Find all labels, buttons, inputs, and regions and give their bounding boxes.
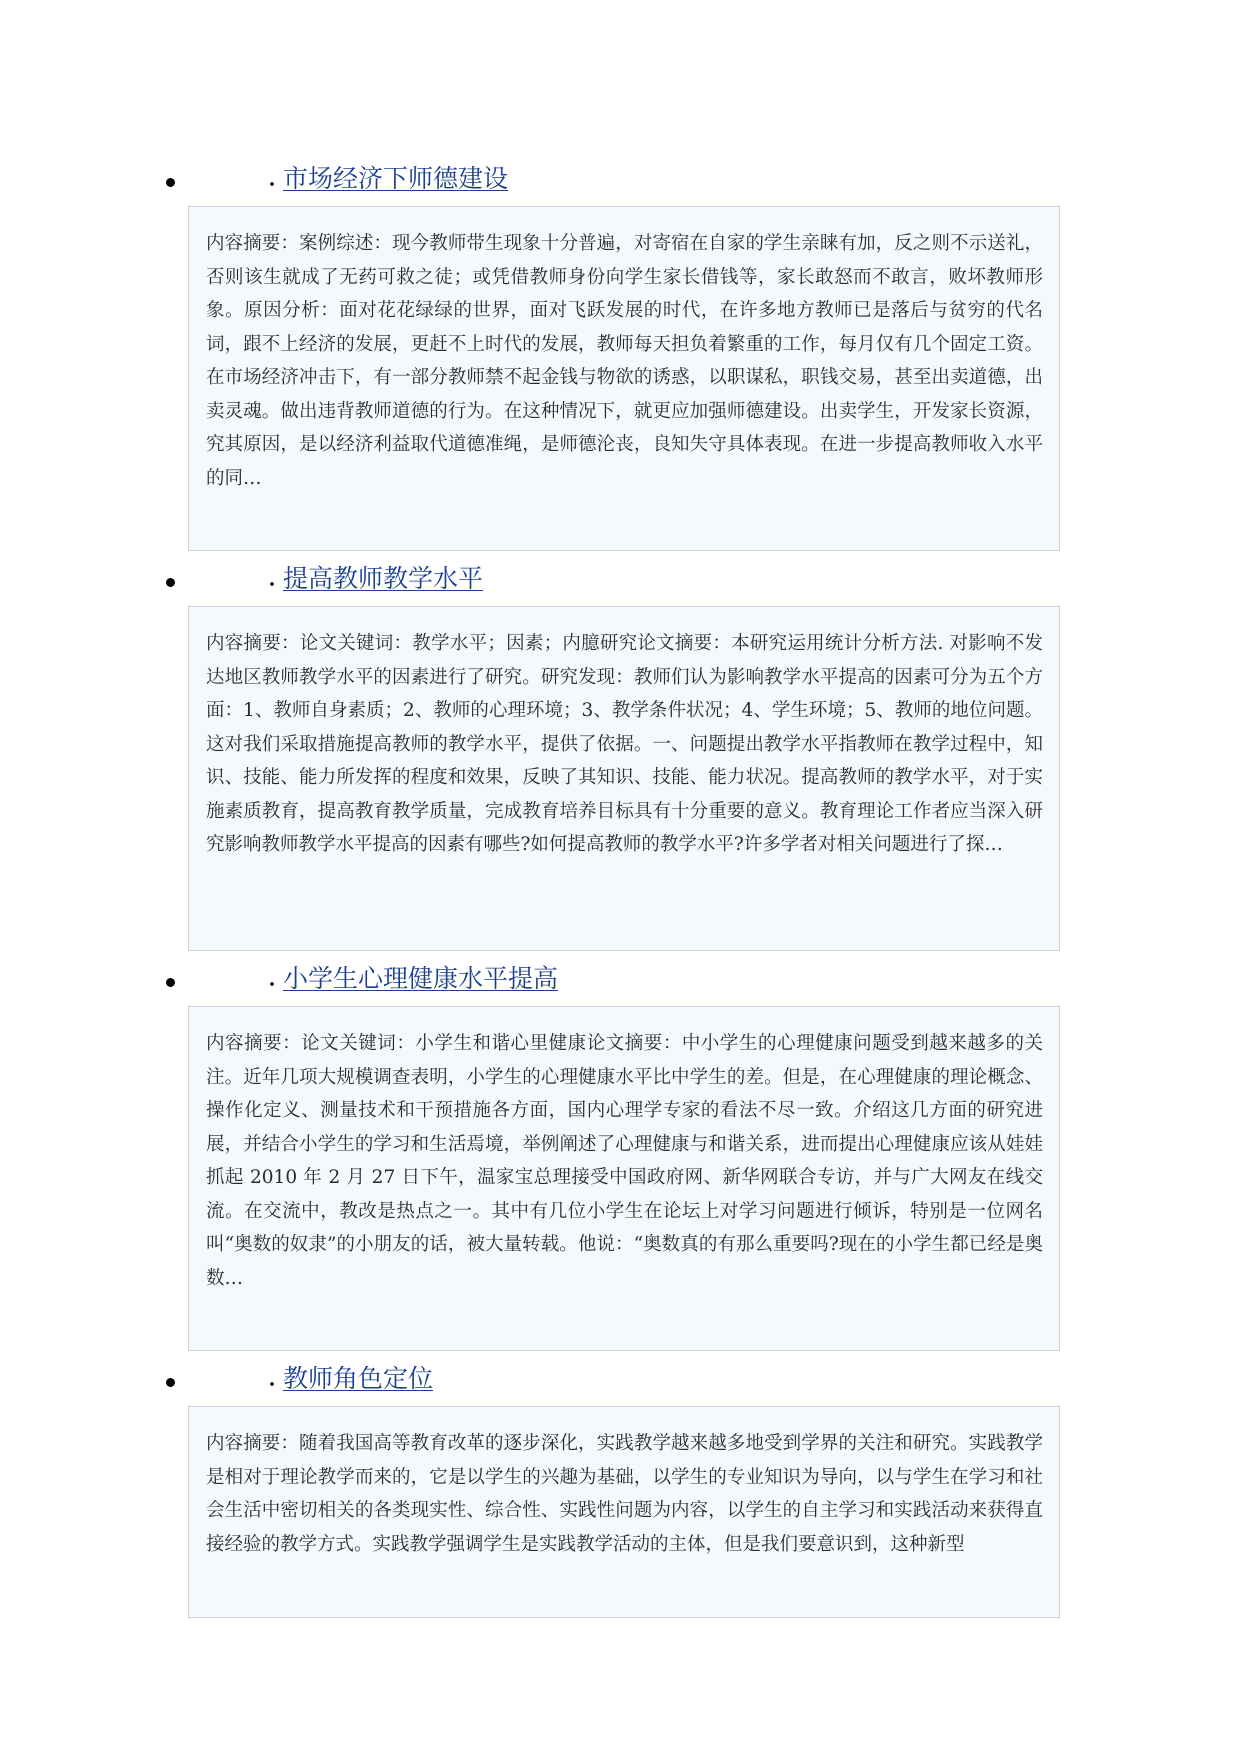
article-title-link[interactable]: 小学生心理健康水平提高 [283,964,559,993]
bullet-icon [166,578,175,587]
summary-box [188,606,1060,951]
summary-box [188,1406,1060,1618]
middle-dot-icon [270,182,274,186]
article-title-link[interactable]: 市场经济下师德建设 [283,164,509,193]
summary-box [188,1006,1060,1351]
middle-dot-icon [270,1382,274,1386]
summary-text: 内容摘要：论文关键词：小学生和谐心里健康论文摘要：中小学生的心理健康问题受到越来越多的关注。近年几项大规模调查表明，小学生的心理健康水平比中学生的差。但是，在心理健康的理论概念、操作化定义、测量技术和干预措施各方面，国内心理学专家的看法不尽一致。介绍这几方面的研究进展，并结合小学生的学习和生活焉境，举例阐述了心理健康与和谐关系，进而提出心理健康应该从娃娃抓起 2010 年 2 月 27 日下午，温家宝总理接受中国政府网、新华网联合专访，并与广大网友在线交流。在交流中，教改是热点之一。其中有几位小学生在论坛上对学习问题进行倾诉，特别是一位网名叫“奥数的奴隶”的小朋友的话，被大量转载。他说：“奥数真的有那么重要吗?现在的小学生都已经是奥数… [206,1033,1043,1289]
summary-box [188,206,1060,551]
entry-heading [0,564,1241,608]
summary-text: 内容摘要：论文关键词：教学水平；因素；内臆研究论文摘要：本研究运用统计分析方法. 对影响不发达地区教师教学水平的因素进行了研究。研究发现：教师们认为影响教学水平提高的因素可分为五个方面：1、教师自身素质；2、教师的心理环境；3、教学条件状况；4、学生环境；5、教师的地位问题。这对我们采取措施提高教师的教学水平，提供了依据。一、问题提出教学水平指教师在教学过程中，知识、技能、能力所发挥的程度和效果，反映了其知识、技能、能力状况。提高教师的教学水平，对于实施素质教育，提高教育教学质量，完成教育培养目标具有十分重要的意义。教育理论工作者应当深入研究影响教师教学水平提高的因素有哪些?如何提高教师的教学水平?许多学者对相关问题进行了探… [206,633,1043,855]
bullet-icon [166,178,175,187]
middle-dot-icon [270,982,274,986]
entry-heading [0,964,1241,1008]
article-entry [0,164,1241,489]
article-entry [0,564,1241,855]
article-entry [0,964,1241,1289]
bullet-icon [166,1378,175,1387]
article-title-link[interactable]: 提高教师教学水平 [283,564,484,593]
middle-dot-icon [270,582,274,586]
entry-heading [0,1364,1241,1408]
entry-heading [0,164,1241,208]
bullet-icon [166,978,175,987]
article-entry [0,1364,1241,1555]
summary-text: 内容摘要：随着我国高等教育改革的逐步深化，实践教学越来越多地受到学界的关注和研究。实践教学是相对于理论教学而来的，它是以学生的兴趣为基础，以学生的专业知识为导向，以与学生在学习和社会生活中密切相关的各类现实性、综合性、实践性问题为内容，以学生的自主学习和实践活动来获得直接经验的教学方式。实践教学强调学生是实践教学活动的主体，但是我们要意识到，这种新型 [206,1433,1043,1555]
summary-text: 内容摘要：案例综述：现今教师带生现象十分普遍，对寄宿在自家的学生亲睐有加，反之则不示送礼，否则该生就成了无药可救之徒；或凭借教师身份向学生家长借钱等，家长敢怒而不敢言，败坏教师形象。原因分析：面对花花绿绿的世界，面对飞跃发展的时代，在许多地方教师已是落后与贫穷的代名词，跟不上经济的发展，更赶不上时代的发展，教师每天担负着繁重的工作，每月仅有几个固定工资。在市场经济冲击下，有一部分教师禁不起金钱与物欲的诱惑，以职谋私，职钱交易，甚至出卖道德，出卖灵魂。做出违背教师道德的行为。在这种情况下，就更应加强师德建设。出卖学生，开发家长资源，究其原因，是以经济利益取代道德准绳，是师德沦丧，良知失守具体表现。在进一步提高教师收入水平的同… [206,233,1043,489]
article-title-link[interactable]: 教师角色定位 [283,1364,434,1393]
